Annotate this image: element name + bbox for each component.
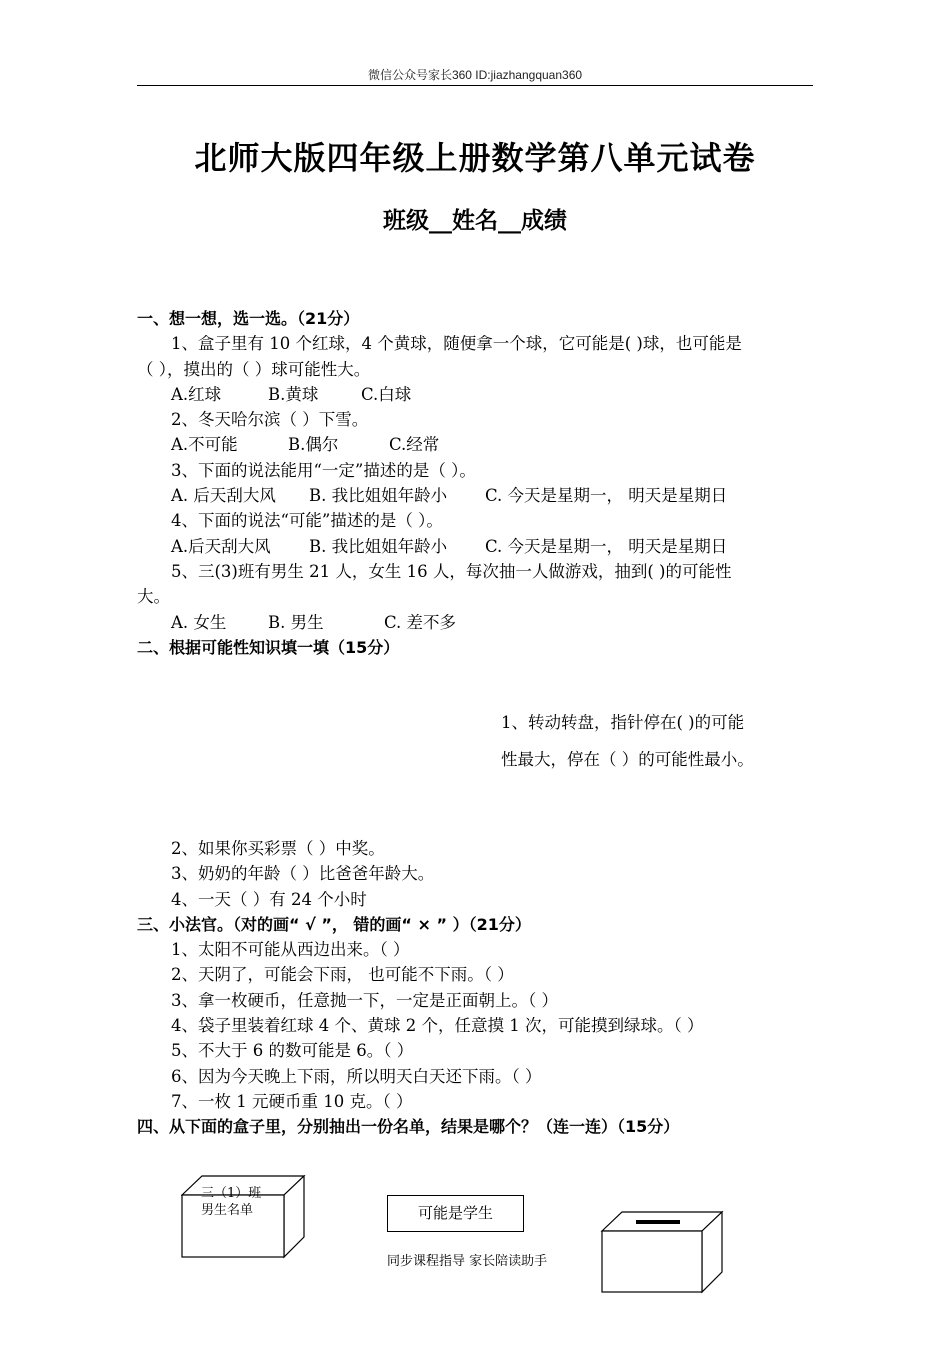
answer-options <box>137 382 817 407</box>
question-text: 性最大，停在（ ）的可能性最小。 <box>501 750 754 769</box>
option: B. 男生 <box>268 612 324 632</box>
box-label-line: 男生名单 <box>201 1203 254 1218</box>
judge-item: 4、袋子里装着红球 4 个、黄球 2 个，任意摸 1 次，可能摸到绿球。（ ） <box>171 1016 704 1036</box>
question-text: 1、转动转盘，指针停在( )的可能 <box>501 713 745 732</box>
option: A. 后天刮大风 <box>171 486 276 506</box>
exam-content <box>137 306 817 660</box>
question-text: 1、盒子里有 10 个红球，4 个黄球，随便拿一个球，它可能是( )球，也可能是 <box>171 334 742 354</box>
footer-slogan: 同步课程指导 家长陪读助手 <box>387 1254 548 1269</box>
judge-item: 2、天阴了，可能会下雨， 也可能不下雨。（ ） <box>171 965 514 985</box>
option: A. 女生 <box>171 612 227 632</box>
page-subtitle: 班级__姓名__成绩 <box>383 208 567 234</box>
option: B.黄球 <box>268 384 319 404</box>
option: B. 我比姐姐年龄小 <box>309 536 448 556</box>
name-list-label <box>201 1185 276 1219</box>
option: A.红球 <box>171 384 222 404</box>
judge-item: 1、太阳不可能从西边出来。（ ） <box>171 940 410 960</box>
option: A.后天刮大风 <box>171 536 271 556</box>
question-text: 2、冬天哈尔滨（ ）下雪。 <box>171 410 369 430</box>
exam-content-lower <box>137 836 817 1140</box>
question-text: 2、如果你买彩票（ ）中奖。 <box>171 839 385 858</box>
page-title: 北师大版四年级上册数学第八单元试卷 <box>194 139 756 177</box>
answer-options <box>137 483 817 508</box>
option: C. 差不多 <box>384 612 457 632</box>
option: C.白球 <box>361 384 412 404</box>
page-header: 微信公众号家长360 ID:jiazhangquan360 <box>367 68 583 82</box>
option: B.偶尔 <box>288 435 339 455</box>
answer-options <box>137 610 817 635</box>
section-heading: 一、想一想，选一选。（21分） <box>137 309 360 328</box>
answer-options <box>137 534 817 559</box>
option: A.不可能 <box>171 435 238 455</box>
judge-item: 6、因为今天晚上下雨，所以明天白天还下雨。（ ） <box>171 1066 542 1086</box>
section-heading: 三、小法官。（对的画“ √ ”， 错的画“ × ” ）（21分） <box>137 914 531 934</box>
header-divider <box>137 85 813 86</box>
question-text: 4、下面的说法“可能”描述的是（ ）。 <box>171 511 443 531</box>
result-option-box: 可能是学生 <box>387 1195 524 1232</box>
spinner-question <box>501 704 821 778</box>
box-label-line: 三（1）班 <box>201 1186 262 1201</box>
question-text: 3、奶奶的年龄（ ）比爸爸年龄大。 <box>171 864 435 884</box>
answer-options <box>137 432 817 457</box>
option: B. 我比姐姐年龄小 <box>309 486 448 506</box>
question-text: 4、一天（ ）有 24 个小时 <box>171 889 367 909</box>
section-heading: 二、根据可能性知识填一填（15分） <box>137 637 400 657</box>
option: C. 今天是星期一， 明天是星期日 <box>485 536 728 556</box>
judge-item: 3、拿一枚硬币，任意抛一下，一定是正面朝上。（ ） <box>171 990 558 1010</box>
option: C.经常 <box>389 435 440 455</box>
option: C. 今天是星期一， 明天是星期日 <box>485 486 728 506</box>
section-heading: 四、从下面的盒子里，分别抽出一份名单，结果是哪个？（连一连）（15分） <box>137 1117 680 1137</box>
question-text: 大。 <box>137 587 170 607</box>
question-text: （ ），摸出的（ ）球可能性大。 <box>137 359 371 379</box>
judge-item: 7、一枚 1 元硬币重 10 克。（ ） <box>171 1091 413 1111</box>
judge-item: 5、不大于 6 的数可能是 6。（ ） <box>171 1041 414 1061</box>
question-text: 5、三(3)班有男生 21 人，女生 16 人，每次抽一人做游戏，抽到( )的可能性 <box>171 561 732 581</box>
question-text: 3、下面的说法能用“一定”描述的是（ ）。 <box>171 460 476 480</box>
ballot-box-drawing <box>600 1210 725 1295</box>
